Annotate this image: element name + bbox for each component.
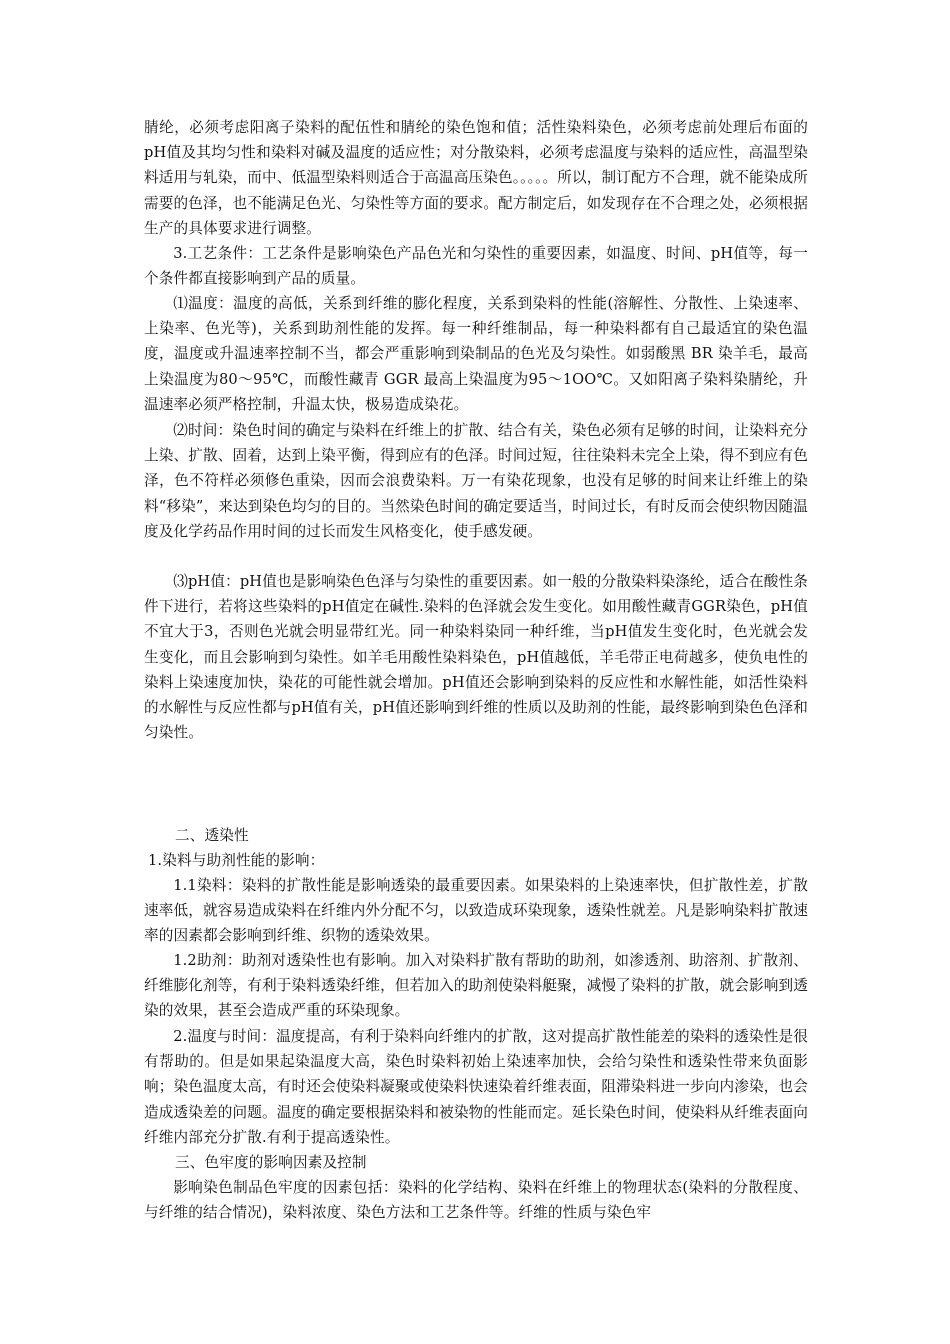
heading-color-fastness: 三、色牢度的影响因素及控制 [175,1154,367,1171]
heading-penetration: 二、透染性 [175,827,249,844]
paragraph-time: ⑵时间：染色时间的确定与染料在纤维上的扩散、结合有关，染色必须有足够的时间，让染料充分上染、扩散、固着，达到上染平衡，得到应有的色泽。时间过短，往往染料未完全上染，得不到应有色泽，色不符样必须修色重染，因而会浪费染料。万一有染花现象，也没有足够的时间来让纤维上的染料“移染”，来达到染色均匀的目的。当然染色时间的确定要适当，时间过长，有时反而会使织物因随温度及化学药品作用时间的过长而发生风格变化，使手感发硬。 [144,422,808,540]
heading-dye-auxiliary: 1.染料与助剂性能的影响： [148,852,325,869]
paragraph-dye: 1.1染料：染料的扩散性能是影响透染的最重要因素。如果染料的上染速率快，但扩散性差，扩散速率低，就容易造成染料在纤维内外分配不匀，以致造成环染现象，透染性就差。凡是影响染料扩散速率的因素都会影响到纤维、织物的透染效果。 [144,877,808,945]
paragraph-ph: ⑶pH值：pH值也是影响染色色泽与匀染性的重要因素。如一般的分散染料染涤纶，适合在酸性条件下进行，若将这些染料的pH值定在碱性.染料的色泽就会发生变化。如用酸性藏青GGR染色，pH值不宜大于3，否则色光就会明显带红光。同一种染料染同一种纤维，当pH值发生变化时，色光就会发生变化，而且会影响到匀染性。如羊毛用酸性染料染色，pH值越低，羊毛带正电荷越多，使负电性的染料上染速度加快，染花的可能性就会增加。pH值还会影响到染料的反应性和水解性能，如活性染料的水解性与反应性都与pH值有关，pH值还影响到纤维的性质以及助剂的性能，最终影响到染色色泽和匀染性。 [144,573,808,742]
paragraph-temperature-time: 2.温度与时间：温度提高，有利于染料向纤维内的扩散，这对提高扩散性能差的染料的透染性是很有帮助的。但是如果起染温度大高，染色时染料初始上染速率加快，会给匀染性和透染性带来负面影响；染色温度太高，有时还会使染料凝聚或使染料快速染着纤维表面，阻滞染料进一步向内渗染，也会造成透染差的问题。温度的确定要根据染料和被染物的性能而定。延长染色时间，使染料从纤维表面向纤维内部充分扩散.有利于提高透染性。 [144,1028,808,1146]
paragraph-process-conditions: 3.工艺条件：工艺条件是影响染色产品色光和匀染性的重要因素，如温度、时间、pH值等，每一个条件都直接影响到产品的质量。 [144,245,808,288]
paragraph-formulation: 腈纶，必须考虑阳离子染料的配伍性和腈纶的染色饱和值；活性染料染色，必须考虑前处理后布面的pH值及其均匀性和染料对碱及温度的适应性；对分散染料，必须考虑温度与染料的适应性，高温型染料适用与轧染，而中、低温型染料则适合于高温高压染色。。。。。所以，制订配方不合理，就不能染成所需要的色泽，也不能满足色光、匀染性等方面的要求。配方制定后，如发现存在不合理之处，必须根据生产的具体要求进行调整。 [144,119,808,237]
paragraph-auxiliary: 1.2助剂：助剂对透染性也有影响。加入对染料扩散有帮助的助剂，如渗透剂、助溶剂、扩散剂、纤维膨化剂等，有利于染料透染纤维，但若加入的助剂使染料艇聚，减慢了染料的扩散，就会影响到透染的效果，甚至会造成严重的环染现象。 [144,952,808,1020]
paragraph-fastness: 影响染色制品色牢度的因素包括：染料的化学结构、染料在纤维上的物理状态(染料的分散程度、与纤维的结合情况)，染料浓度、染色方法和工艺条件等。纤维的性质与染色牢 [144,1179,808,1222]
paragraph-temperature: ⑴温度：温度的高低，关系到纤维的膨化程度，关系到染料的性能(溶解性、分散性、上染速率、上染率、色光等)，关系到助剂性能的发挥。每一种纤维制品，每一种染料都有自己最适宜的染色温度，温度或升温速率控制不当，都会严重影响到染制品的色光及匀染性。如弱酸黑 BR 染羊毛，最高上染温度为80～95℃，而酸性藏青 GGR 最高上染温度为95～1OO℃。又如阳离子染料染腈纶，升温速率必须严格控制，升温太快，极易造成染花。 [144,295,808,413]
